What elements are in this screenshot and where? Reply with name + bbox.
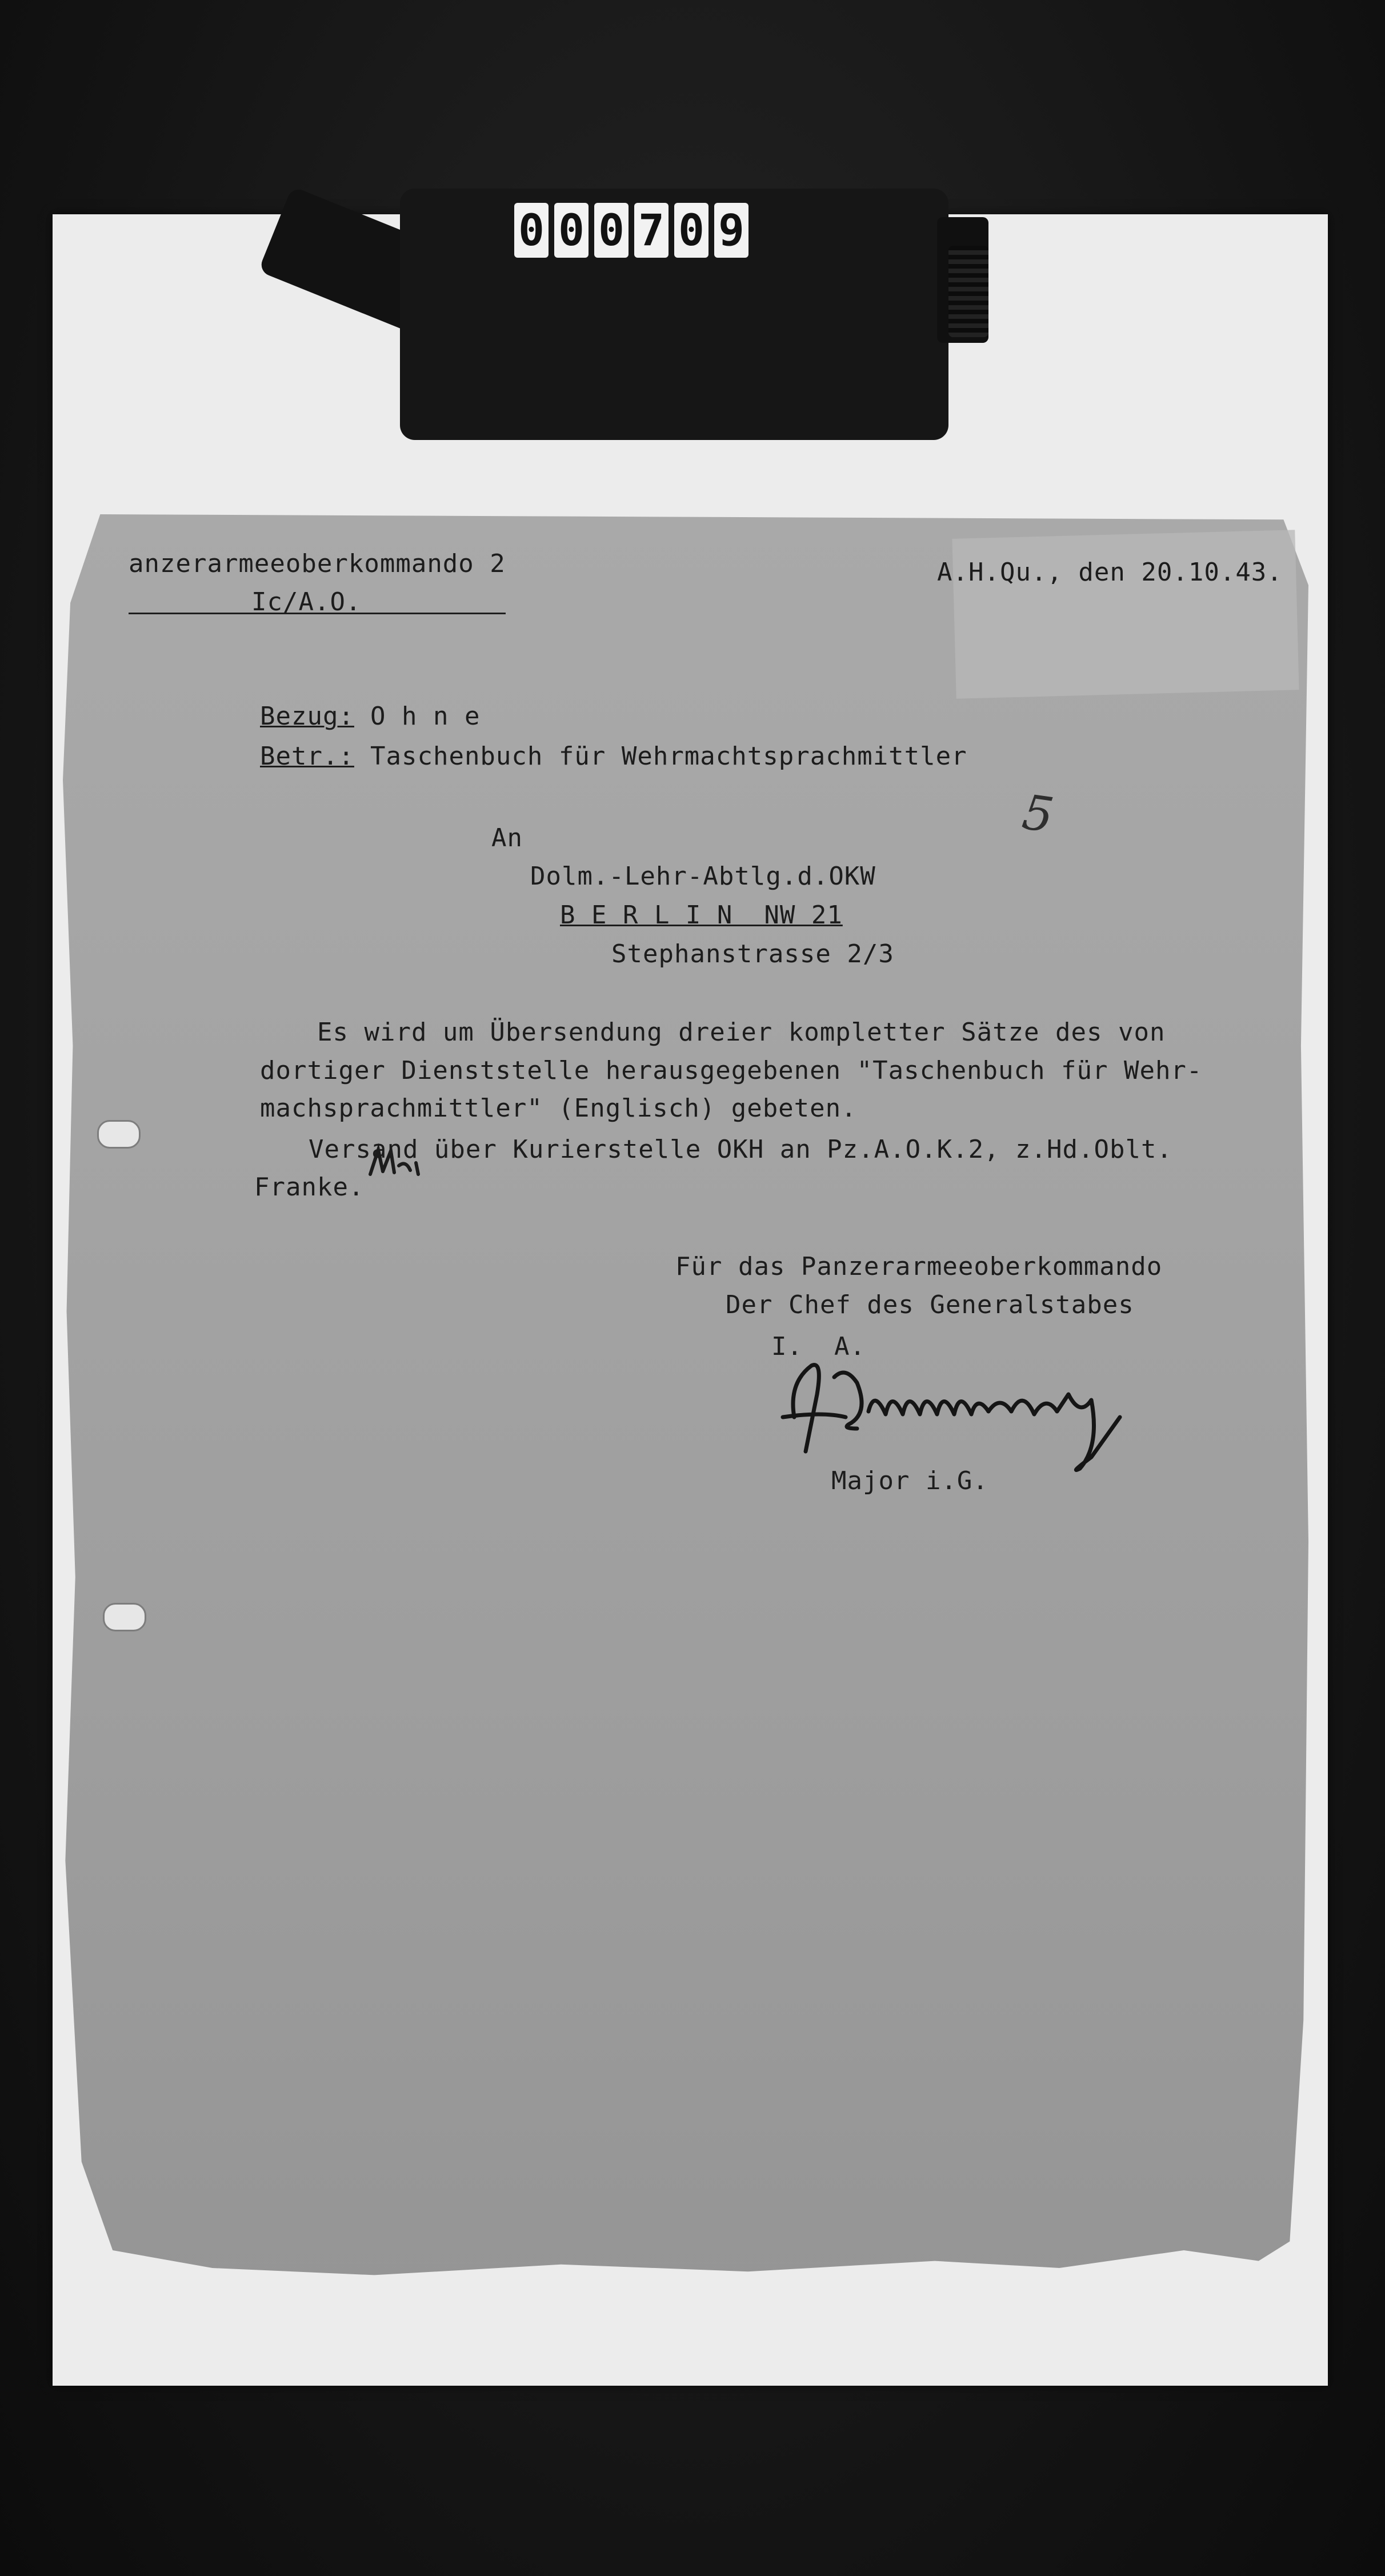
body-line: Franke. [254, 1173, 365, 1202]
frame-counter-display [514, 203, 748, 260]
betreff-label: Betr.: [260, 742, 354, 771]
body-line: Versand über Kurierstelle OKH an Pz.A.O.K.2, z.Hd.Oblt. [309, 1135, 1172, 1164]
sender-line: anzerarmeeoberkommando 2 [129, 549, 506, 578]
body-line: Es wird um Übersendung dreier kompletter Sätze des von [317, 1018, 1166, 1047]
counter-digit: 0 [674, 203, 708, 258]
counter-digit: 0 [554, 203, 589, 258]
signature-title: Der Chef des Generalstabes [726, 1290, 1134, 1319]
paper-fold-patch [952, 530, 1299, 699]
counter-digit: 0 [514, 203, 549, 258]
recipient-unit: Dolm.-Lehr-Abtlg.d.OKW [530, 862, 876, 891]
handwritten-initials [366, 1143, 429, 1183]
handwritten-number: 5 [1019, 783, 1058, 844]
body-line: dortiger Dienststelle herausgegebenen "Taschenbuch für Wehr- [260, 1056, 1203, 1085]
signature-i-a: I. A. [771, 1332, 866, 1361]
bezug-label: Bezug: [260, 702, 354, 731]
office-reference: Ic/A.O. [251, 587, 362, 617]
body-line: machsprachmittler" (Englisch) gebeten. [260, 1094, 857, 1123]
place-and-date: A.H.Qu., den 20.10.43. [937, 558, 1283, 587]
recipient-an: An [491, 823, 523, 853]
frame-counter-knob [948, 246, 988, 337]
counter-digit: 0 [594, 203, 629, 258]
counter-digit: 7 [634, 203, 669, 258]
bezug-value: O h n e [370, 702, 481, 731]
punch-hole [97, 1120, 141, 1149]
signatory-rank: Major i.G. [831, 1466, 988, 1495]
punch-hole [103, 1603, 146, 1631]
counter-digit: 9 [714, 203, 748, 258]
signature-authority: Für das Panzerarmeeoberkommando [675, 1252, 1163, 1281]
recipient-street: Stephanstrasse 2/3 [611, 939, 894, 969]
recipient-city: B E R L I N NW 21 [560, 901, 843, 930]
handwritten-signature [771, 1331, 1171, 1480]
betreff-value: Taschenbuch für Wehrmachtsprachmittler [370, 742, 967, 771]
